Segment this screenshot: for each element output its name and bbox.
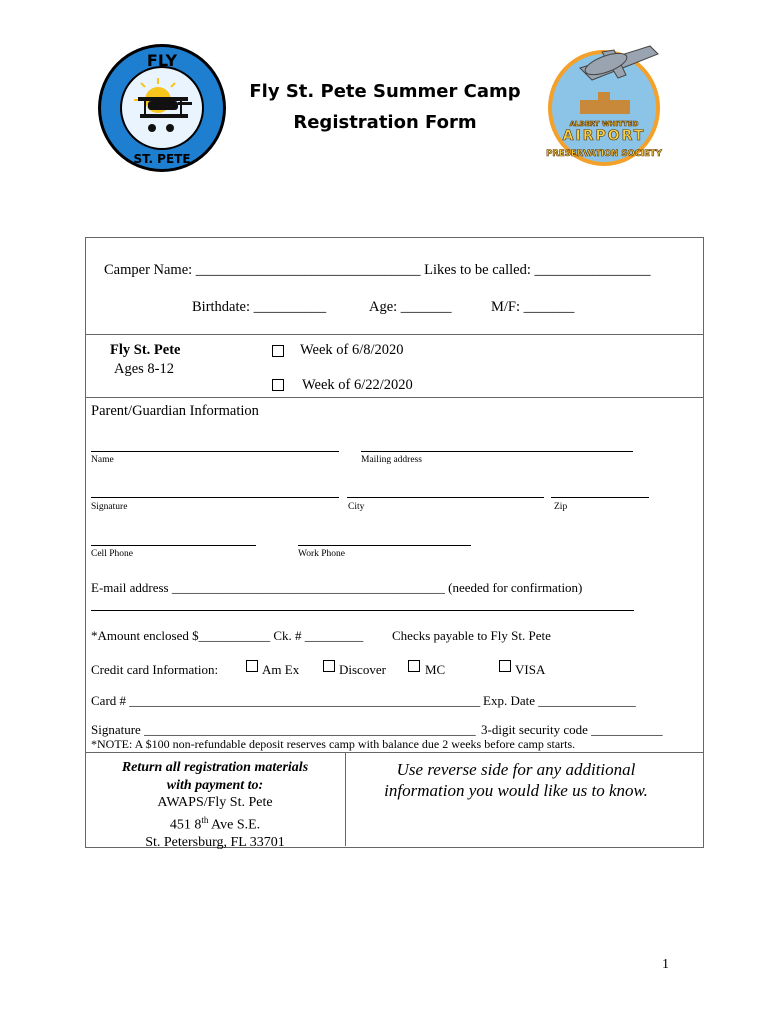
birthdate-field[interactable]: Birthdate: __________ <box>192 299 327 315</box>
age-field[interactable]: Age: _______ <box>369 299 452 315</box>
return-line1: Return all registration materials <box>121 760 309 775</box>
card-number-field[interactable]: Card # ______________________________________________________ <box>91 693 481 708</box>
cell-line[interactable] <box>91 545 256 546</box>
name-line[interactable] <box>91 451 339 452</box>
work-line[interactable] <box>298 545 471 546</box>
city-caption: City <box>348 502 365 512</box>
exp-date-field[interactable]: Exp. Date _______________ <box>483 693 636 708</box>
week1-checkbox[interactable] <box>272 345 284 357</box>
credit-label: Credit card Information: <box>91 662 219 677</box>
signature-line[interactable] <box>91 497 339 498</box>
airport-preservation-society-logo <box>540 40 670 170</box>
discover-label: Discover <box>339 662 386 677</box>
parent-heading: Parent/Guardian Information <box>91 403 259 419</box>
reverse-note-line1: Use reverse side for any additional <box>396 760 636 779</box>
checks-payable: Checks payable to Fly St. Pete <box>392 628 551 643</box>
page-number: 1 <box>662 957 669 972</box>
zip-line[interactable] <box>551 497 649 498</box>
signature-caption: Signature <box>91 502 128 512</box>
amount-field[interactable]: *Amount enclosed $___________ Ck. # _________ <box>91 628 364 643</box>
form-title-line1: Fly St. Pete Summer Camp <box>249 81 521 102</box>
fly-st-pete-logo <box>96 42 228 174</box>
deposit-note: *NOTE: A $100 non-refundable deposit reserves camp with balance due 2 weeks before camp starts. <box>91 737 576 751</box>
amex-label: Am Ex <box>262 662 300 677</box>
email-extra-line[interactable] <box>91 610 634 611</box>
program-name: Fly St. Pete <box>110 342 181 358</box>
mc-checkbox[interactable] <box>408 660 420 672</box>
visa-label: VISA <box>515 662 546 677</box>
zip-caption: Zip <box>554 502 568 512</box>
week2-checkbox[interactable] <box>272 379 284 391</box>
divider-payment <box>85 752 703 753</box>
name-caption: Name <box>91 455 114 465</box>
city-line[interactable] <box>347 497 544 498</box>
camper-name-field[interactable]: Camper Name: _______________________________ Likes to be called: ________________ <box>104 262 651 278</box>
week2-label: Week of 6/22/2020 <box>302 377 413 393</box>
cell-caption: Cell Phone <box>91 549 133 559</box>
svg-text:ST. PETE: ST. PETE <box>133 152 191 166</box>
return-line2: with payment to: <box>166 777 264 793</box>
email-field[interactable]: E-mail address __________________________________________ (needed for confirmation) <box>91 580 583 595</box>
security-code-field[interactable]: 3-digit security code ___________ <box>481 722 663 737</box>
card-signature-field[interactable]: Signature ___________________________________________________ <box>91 722 476 737</box>
return-city: St. Petersburg, FL 33701 <box>145 834 285 850</box>
mf-field[interactable]: M/F: _______ <box>491 299 575 315</box>
divider-program <box>85 397 703 398</box>
svg-text:ALBERT WHITTED: ALBERT WHITTED <box>569 120 639 128</box>
work-caption: Work Phone <box>298 549 345 559</box>
mc-label: MC <box>425 662 446 677</box>
divider-camper <box>85 334 703 335</box>
return-street: 451 8th Ave S.E. <box>169 814 261 833</box>
svg-text:PRESERVATION SOCIETY: PRESERVATION SOCIETY <box>546 149 662 159</box>
discover-checkbox[interactable] <box>323 660 335 672</box>
program-ages: Ages 8-12 <box>114 361 175 377</box>
return-org: AWAPS/Fly St. Pete <box>157 795 273 810</box>
form-title-line2: Registration Form <box>293 112 477 133</box>
amex-checkbox[interactable] <box>246 660 258 672</box>
reverse-note-line2: information you would like us to know. <box>384 781 648 800</box>
svg-text:FLY: FLY <box>146 51 178 70</box>
visa-checkbox[interactable] <box>499 660 511 672</box>
mailing-line[interactable] <box>361 451 633 452</box>
week1-label: Week of 6/8/2020 <box>300 342 404 358</box>
form-border <box>85 237 704 848</box>
svg-text:AIRPORT: AIRPORT <box>562 128 646 144</box>
mailing-caption: Mailing address <box>361 455 422 465</box>
